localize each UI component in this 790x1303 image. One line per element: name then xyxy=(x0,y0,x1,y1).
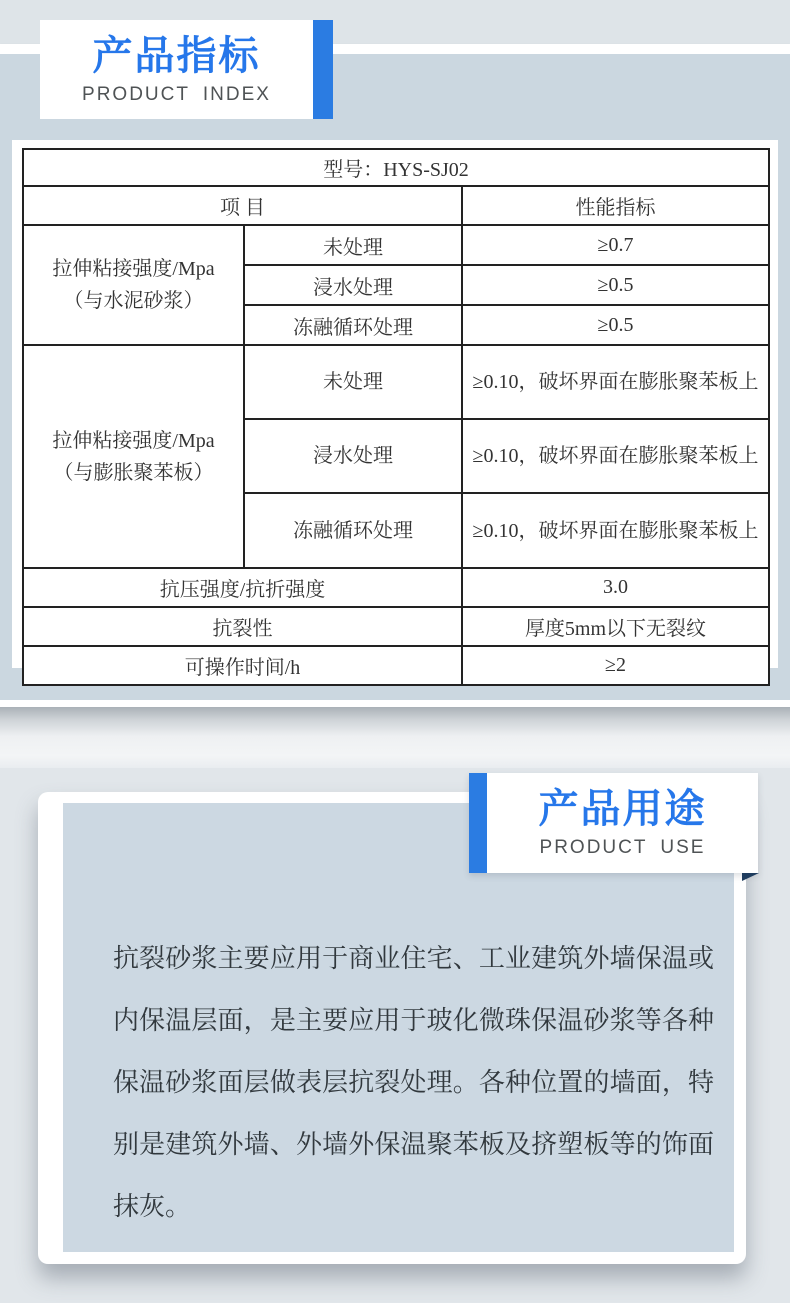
product-index-subtitle: PRODUCT INDEX xyxy=(82,83,271,105)
product-index-header xyxy=(40,20,333,119)
group-label-line1: 拉伸粘接强度/Mpa xyxy=(52,258,215,280)
ribbon-fold-triangle xyxy=(742,873,759,881)
product-use-text: 抗裂砂浆主要应用于商业住宅、工业建筑外墙保温或内保温层面，是主要应用于玻化微珠保温砂浆等各种保温砂浆面层做表层抗裂处理。各种位置的墙面，特别是建筑外墙、外墙外保温聚苯板及挤塑板等的饰面抹灰。 xyxy=(113,943,714,1221)
spec-table xyxy=(22,148,770,686)
group-label-eps xyxy=(23,345,244,568)
label-cell: 抗裂性 xyxy=(23,607,462,646)
value-cell: ≥0.10，破坏界面在膨胀聚苯板上 xyxy=(462,493,769,568)
group-label-cement xyxy=(23,225,244,345)
group-label-line1: 拉伸粘接强度/Mpa xyxy=(52,429,215,452)
section-separator-line xyxy=(0,700,790,707)
product-use-subtitle: PRODUCT USE xyxy=(539,837,706,858)
spec-table-card xyxy=(12,140,778,679)
value-cell: ≥0.10，破坏界面在膨胀聚苯板上 xyxy=(462,345,769,419)
value-cell: 厚度5mm以下无裂纹 xyxy=(462,607,769,646)
section-divider xyxy=(0,707,790,768)
condition-cell: 未处理 xyxy=(244,345,462,419)
value-cell: ≥0.10，破坏界面在膨胀聚苯板上 xyxy=(462,419,769,493)
value-cell: ≥0.5 xyxy=(462,305,769,345)
condition-cell: 浸水处理 xyxy=(244,265,462,305)
condition-cell: 未处理 xyxy=(244,225,462,265)
group-label-line2: （与水泥砂浆） xyxy=(63,290,204,312)
label-cell: 可操作时间/h xyxy=(23,646,462,685)
group-label-line2: （与膨胀聚苯板） xyxy=(53,461,214,484)
product-use-title: 产品用途 xyxy=(538,787,707,831)
header-index-cell: 性能指标 xyxy=(462,186,769,225)
value-cell: ≥0.5 xyxy=(462,265,769,305)
header-item-cell: 项 目 xyxy=(23,186,462,225)
accent-bar xyxy=(313,20,333,119)
value-cell: ≥0.7 xyxy=(462,225,769,265)
product-use-header xyxy=(469,773,758,873)
value-cell: 3.0 xyxy=(462,568,769,607)
value-cell: ≥2 xyxy=(462,646,769,685)
condition-cell: 冻融循环处理 xyxy=(244,493,462,568)
accent-bar xyxy=(469,773,487,873)
model-cell: 型号：HYS-SJ02 xyxy=(23,149,769,186)
product-index-title: 产品指标 xyxy=(92,33,261,78)
label-cell: 抗压强度/抗折强度 xyxy=(23,568,462,607)
condition-cell: 冻融循环处理 xyxy=(244,305,462,345)
condition-cell: 浸水处理 xyxy=(244,419,462,493)
